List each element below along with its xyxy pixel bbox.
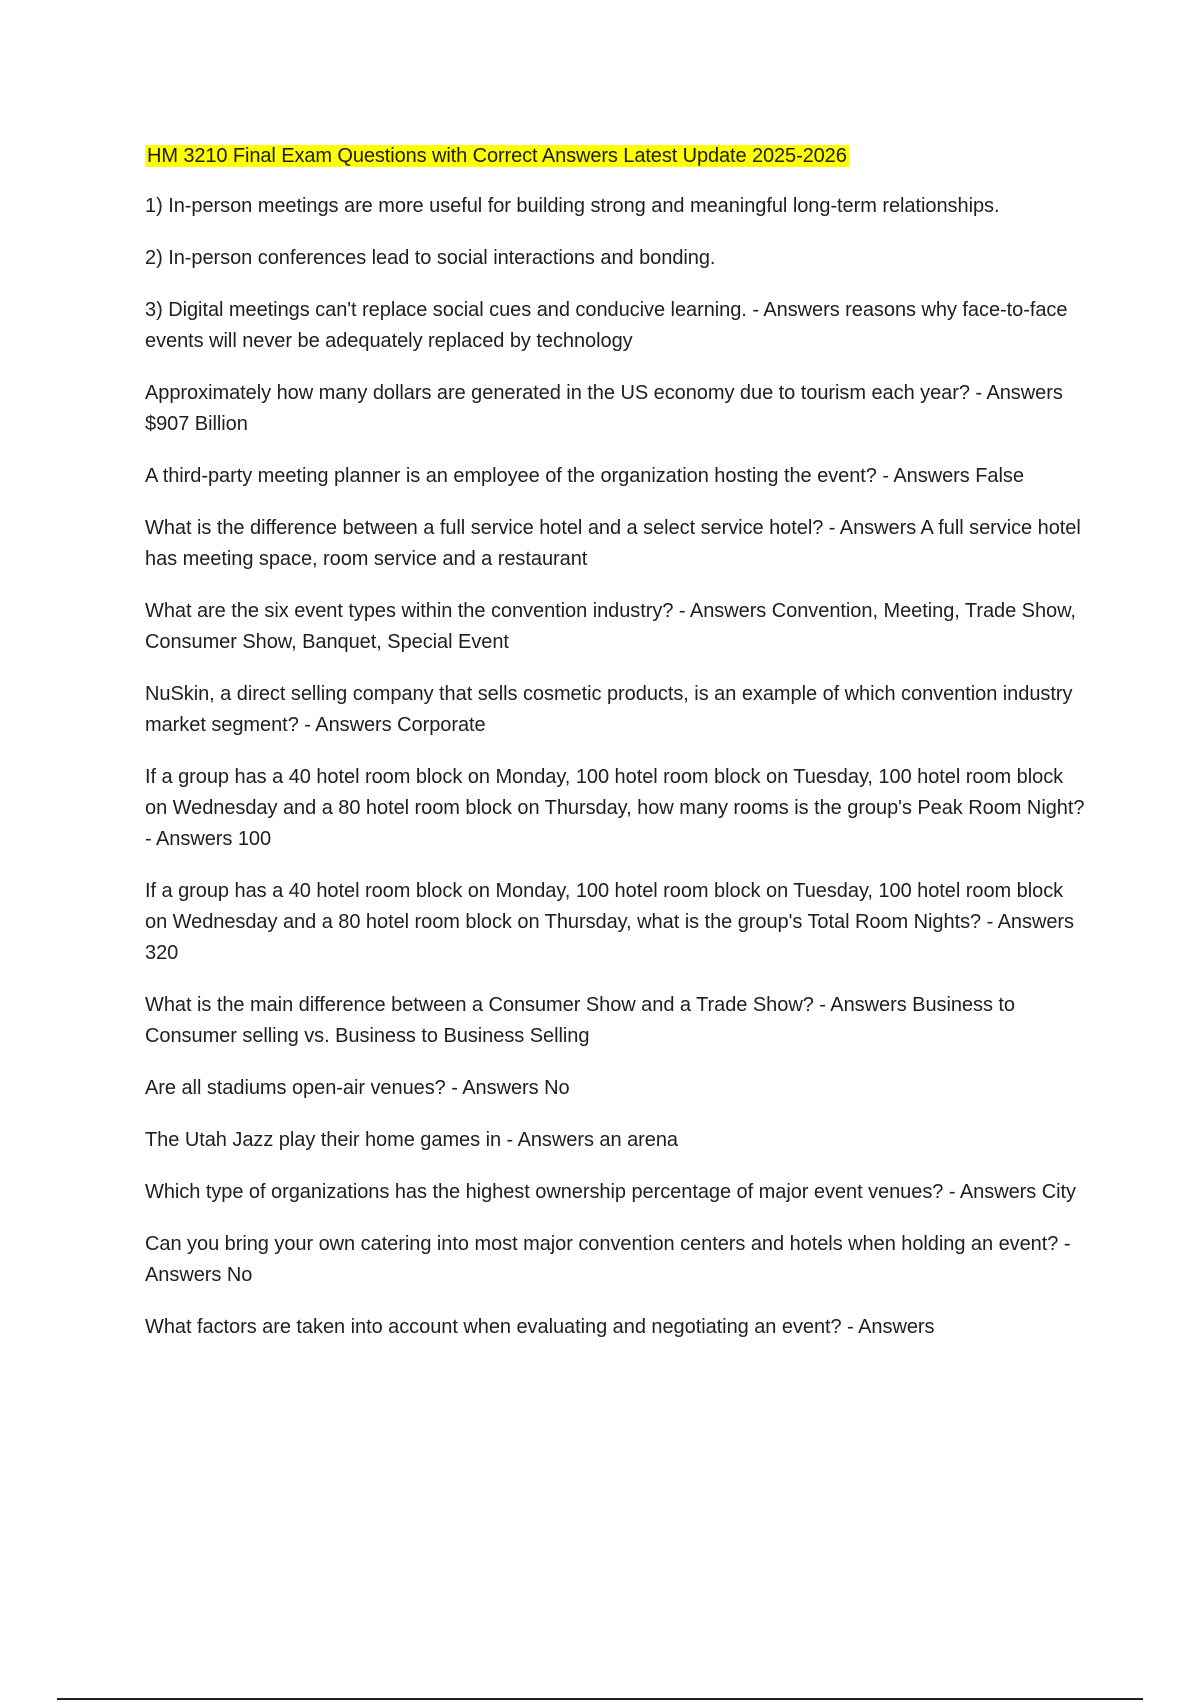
paragraph-1: 1) In-person meetings are more useful for building strong and meaningful long-term relationships. [145, 195, 1000, 217]
paragraph-14: Which type of organizations has the highest ownership percentage of major event venues? - Answers City [145, 1181, 1076, 1203]
paragraph-3: 3) Digital meetings can't replace social cues and conducive learning. - Answers reasons why face-to-face events will never be adequately replaced by technology [145, 299, 1068, 352]
paragraph-5: A third-party meeting planner is an employee of the organization hosting the event? - Answers False [145, 465, 1024, 487]
paragraph-11: What is the main difference between a Consumer Show and a Trade Show? - Answers Business to Consumer selling vs. Business to Business Selling [145, 994, 1015, 1047]
paragraph-8: NuSkin, a direct selling company that sells cosmetic products, is an example of which convention industry market segment? - Answers Corporate [145, 683, 1073, 736]
paragraph-6: What is the difference between a full service hotel and a select service hotel? - Answers A full service hotel has meeting space, room service and a restaurant [145, 517, 1081, 570]
paragraph-10: If a group has a 40 hotel room block on Monday, 100 hotel room block on Tuesday, 100 hotel room block on Wednesday and a 80 hotel room block on Thursday, what is the group's Total Room Nights? - Answers 320 [145, 880, 1074, 964]
paragraph-7: What are the six event types within the convention industry? - Answers Convention, Meeting, Trade Show, Consumer Show, Banquet, Special Event [145, 600, 1076, 653]
document-title: HM 3210 Final Exam Questions with Correct Answers Latest Update 2025-2026 [147, 145, 847, 167]
paragraph-2: 2) In-person conferences lead to social interactions and bonding. [145, 247, 716, 269]
paragraph-13: The Utah Jazz play their home games in - Answers an arena [145, 1129, 678, 1151]
paragraph-15: Can you bring your own catering into most major convention centers and hotels when holding an event? - Answers No [145, 1233, 1071, 1286]
paragraph-4: Approximately how many dollars are generated in the US economy due to tourism each year? - Answers $907 Billion [145, 382, 1063, 435]
paragraph-9: If a group has a 40 hotel room block on Monday, 100 hotel room block on Tuesday, 100 hotel room block on Wednesday and a 80 hotel room block on Thursday, how many rooms is the group's Peak Room Night? - Answers 100 [145, 766, 1085, 850]
document-body [145, 141, 1085, 1364]
title-line [145, 141, 1085, 172]
paragraph-12: Are all stadiums open-air venues? - Answers No [145, 1077, 570, 1099]
paragraph-16: What factors are taken into account when evaluating and negotiating an event? - Answers [145, 1316, 935, 1338]
